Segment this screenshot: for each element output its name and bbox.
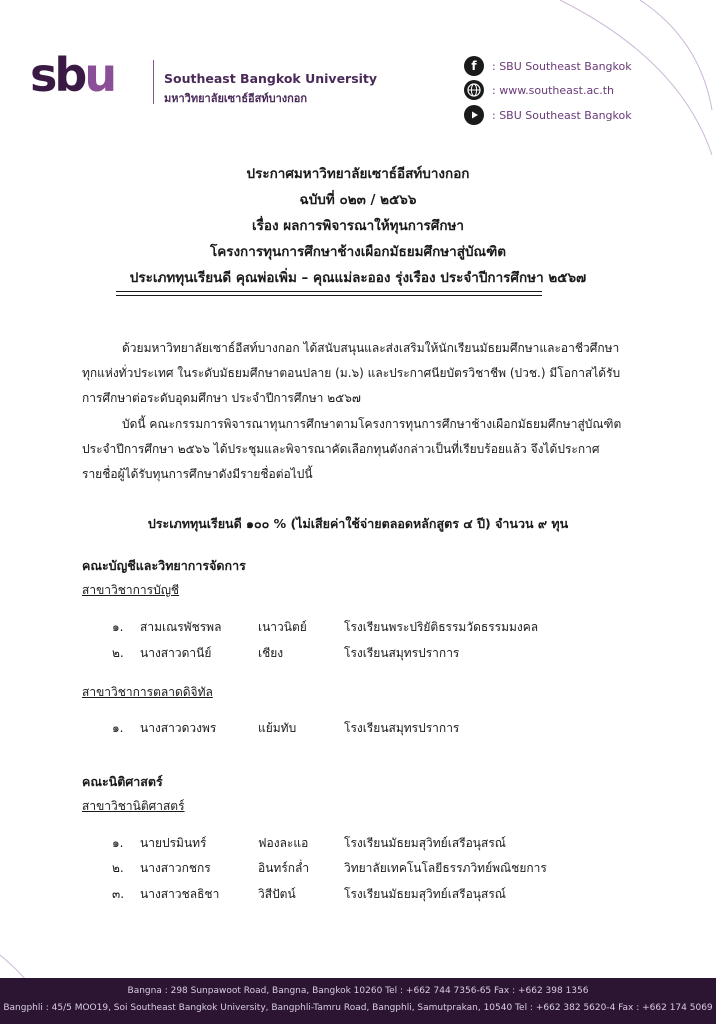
body-paragraph-2 xyxy=(82,412,654,487)
student-first-name: นายปรมินทร์ xyxy=(140,836,207,850)
para1-line: การศึกษาต่อระดับอุดมศึกษา ประจำปีการศึกษา ๒๕๖๗ xyxy=(82,391,361,405)
facebook-icon: f xyxy=(464,56,484,76)
student-school: โรงเรียนสมุทรปราการ xyxy=(344,721,460,735)
student-number: ๒. xyxy=(112,646,124,660)
para1-line: ทุกแห่งทั่วประเทศ ในระดับมัธยมศึกษาตอนปลาย (ม.๖) และประกาศนียบัตรวิชาชีพ (ปวช.) มีโอกาสได้รับ xyxy=(82,366,621,380)
major-heading: สาขาวิชาการบัญชี xyxy=(82,583,180,597)
student-last-name: เนาวนิตย์ xyxy=(258,620,307,634)
faculty-heading: คณะบัญชีและวิทยาการจัดการ xyxy=(82,558,246,573)
announcement-title: ประกาศมหาวิทยาลัยเซาธ์อีสท์บางกอก xyxy=(246,166,470,182)
program-name: โครงการทุนการศึกษาช้างเผือกมัธยมศึกษาสู่บัณฑิต xyxy=(209,244,507,260)
student-school: วิทยาลัยเทคโนโลยีธรรภวิทย์พณิชยการ xyxy=(344,861,547,875)
scholarship-category: ประเภททุนเรียนดี คุณพ่อเพิ่ม – คุณแม่ละออง รุ่งเรือง ประจำปีการศึกษา ๒๕๖๗ xyxy=(129,270,587,286)
contact-website-text: : www.southeast.ac.th xyxy=(492,83,615,97)
student-number: ๑. xyxy=(112,836,124,850)
student-number: ๑. xyxy=(112,620,124,634)
para2-line: ประจำปีการศึกษา ๒๕๖๖ ได้ประชุมและพิจารณาคัดเลือกทุนดังกล่าวเป็นที่เรียบร้อยแล้ว จึงได้ประกาศ xyxy=(82,442,600,456)
faculty-heading: คณะนิติศาสตร์ xyxy=(82,774,163,789)
student-last-name: ฟองละแอ xyxy=(258,836,309,850)
major-heading: สาขาวิชาการตลาดดิจิทัล xyxy=(82,685,213,699)
university-name-th: มหาวิทยาลัยเซาธ์อีสท์บางกอก xyxy=(164,92,308,105)
major-heading: สาขาวิชานิติศาสตร์ xyxy=(82,799,185,813)
announcement-number: ฉบับที่ ๐๒๓ / ๒๕๖๖ xyxy=(299,192,417,208)
para2-line: รายชื่อผู้ได้รับทุนการศึกษาดังมีรายชื่อต่อไปนี้ xyxy=(82,467,313,481)
student-number: ๓. xyxy=(112,887,125,901)
student-last-name: วิสีปัตน์ xyxy=(258,887,296,901)
contact-facebook[interactable] xyxy=(464,56,632,76)
student-first-name: นางสาวชลธิชา xyxy=(140,887,220,901)
footer-address-bangphli: Bangphli : 45/5 MOO19, Soi Southeast Bangkok University, Bangphli-Tamru Road, Bangphli, Samutprakan, 10540 Tel : +662 382 5620-4 Fax : +662 174 5069 xyxy=(3,1003,713,1013)
youtube-icon xyxy=(464,105,484,125)
globe-icon xyxy=(464,80,484,100)
title-underline-2 xyxy=(116,295,542,296)
student-first-name: นางสาวกชกร xyxy=(140,861,211,875)
student-last-name: แย้มทับ xyxy=(258,721,297,735)
footer-address-bangna: Bangna : 298 Sunpawoot Road, Bangna, Bangkok 10260 Tel : +662 744 7356-65 Fax : +662 398 1356 xyxy=(127,986,589,996)
student-number: ๒. xyxy=(112,861,124,875)
contact-website[interactable] xyxy=(464,80,614,100)
footer-bar xyxy=(0,978,716,1024)
title-underline xyxy=(116,291,542,292)
student-first-name: สามเณรพัชรพล xyxy=(140,620,222,634)
student-first-name: นางสาวดวงพร xyxy=(140,721,217,735)
logo-divider xyxy=(153,60,154,104)
para2-line: บัดนี้ คณะกรรมการพิจารณาทุนการศึกษาตามโครงการทุนการศึกษาช้างเผือกมัธยมศึกษาสู่บัณฑิต xyxy=(122,417,622,431)
student-last-name: อินทร์กล่ำ xyxy=(258,861,310,875)
student-school: โรงเรียนมัธยมสุวิทย์เสรีอนุสรณ์ xyxy=(344,887,506,901)
student-first-name: นางสาวดานีย์ xyxy=(140,646,212,660)
university-name-en: Southeast Bangkok University xyxy=(164,71,378,86)
contact-youtube-text: : SBU Southeast Bangkok xyxy=(492,108,632,122)
contact-facebook-text: : SBU Southeast Bangkok xyxy=(492,59,632,73)
scholarship-type-heading: ประเภททุนเรียนดี ๑๐๐ % (ไม่เสียค่าใช้จ่ายตลอดหลักสูตร ๔ ปี) จำนวน ๙ ทุน xyxy=(147,516,569,531)
student-school: โรงเรียนมัธยมสุวิทย์เสรีอนุสรณ์ xyxy=(344,836,506,850)
body-paragraph-1 xyxy=(82,336,654,411)
student-last-name: เชียง xyxy=(258,646,284,660)
announcement-subject: เรื่อง ผลการพิจารณาให้ทุนการศึกษา xyxy=(251,218,465,234)
student-school: โรงเรียนพระปริยัติธรรมวัดธรรมมงคล xyxy=(344,620,539,634)
student-school: โรงเรียนสมุทรปราการ xyxy=(344,646,460,660)
para1-line: ด้วยมหาวิทยาลัยเซาธ์อีสท์บางกอก ได้สนับสนุนและส่งเสริมให้นักเรียนมัธยมศึกษาและอาชีวศึกษา xyxy=(122,341,620,355)
sbu-logo: sbu xyxy=(30,48,115,102)
contact-youtube[interactable] xyxy=(464,105,632,125)
student-number: ๑. xyxy=(112,721,124,735)
